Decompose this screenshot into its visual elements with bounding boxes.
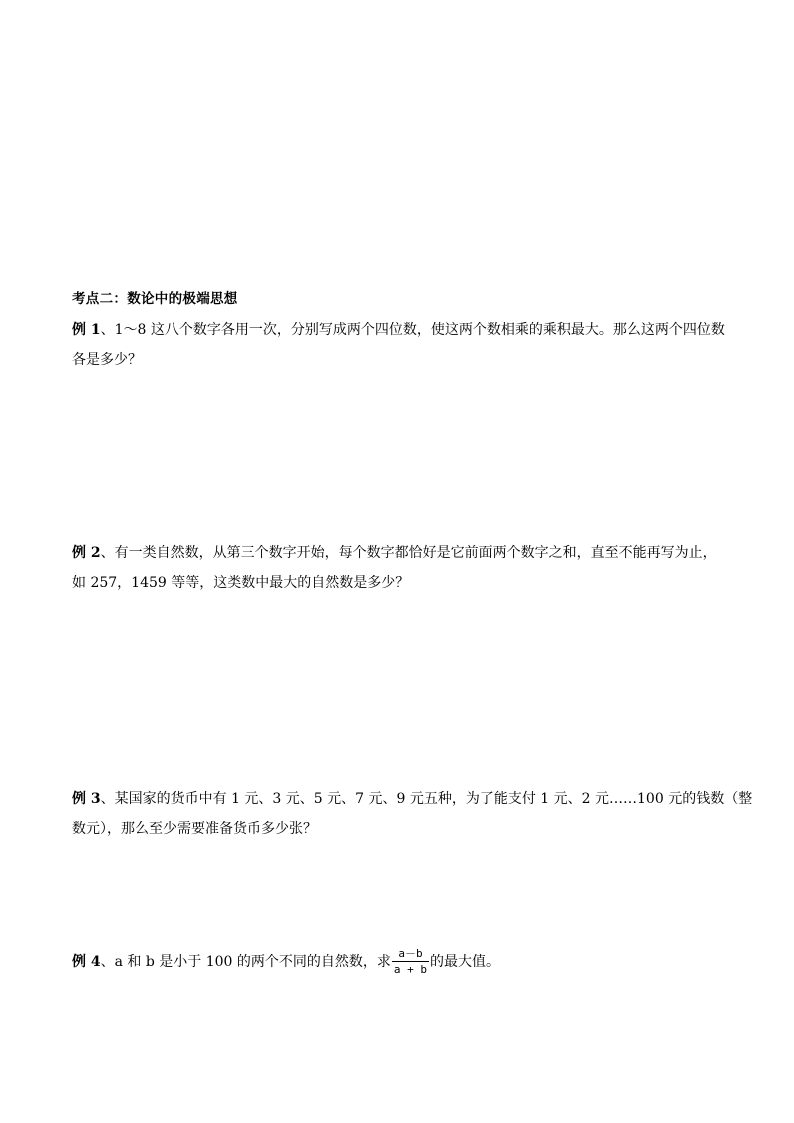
problem-line <box>72 784 753 814</box>
problem-label: 例 4 <box>72 954 101 970</box>
problem-line <box>72 538 724 568</box>
problem-label: 例 1 <box>72 322 101 338</box>
problem-line <box>72 568 724 598</box>
problem-text: 、a 和 b 是小于 100 的两个不同的自然数，求 <box>100 954 391 970</box>
problem-label: 例 3 <box>72 791 101 807</box>
section-heading: 考点二：数论中的极端思想 <box>72 291 238 307</box>
fraction-numerator: a－b <box>392 947 429 962</box>
fraction-denominator: a + b <box>393 962 428 976</box>
problem-1 <box>72 315 724 375</box>
problem-line <box>72 345 724 375</box>
problem-4 <box>72 947 724 977</box>
problem-line <box>72 315 724 345</box>
problem-line <box>72 814 724 844</box>
problem-text: 数元），那么至少需要准备货币多少张？ <box>72 821 317 837</box>
problem-line <box>72 947 724 977</box>
problem-text: 、1～8 这八个数字各用一次，分别写成两个四位数，使这两个数相乘的乘积最大。那么这两个四位数 <box>100 322 725 338</box>
problem-text: 、某国家的货币中有 1 元、3 元、5 元、7 元、9 元五种，为了能支付 1 元、2 元……100 元的钱数（整 <box>100 791 753 807</box>
problem-text: 如 257，1459 等等，这类数中最大的自然数是多少？ <box>72 575 410 591</box>
problem-label: 例 2 <box>72 545 101 561</box>
problem-text: 各是多少？ <box>72 352 142 368</box>
problem-3 <box>72 784 753 844</box>
problem-text: 的最大值。 <box>430 954 501 970</box>
problem-2 <box>72 538 724 598</box>
fraction <box>392 947 429 976</box>
problem-text: 、有一类自然数，从第三个数字开始，每个数字都恰好是它前面两个数字之和，直至不能再写为止， <box>100 545 717 561</box>
